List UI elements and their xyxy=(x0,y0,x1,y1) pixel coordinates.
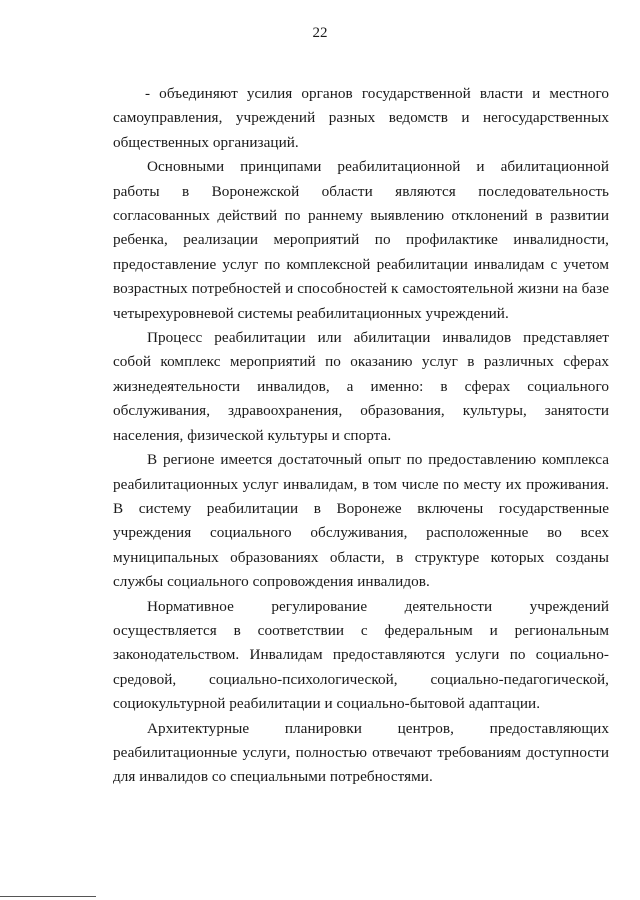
paragraph-principles: Основными принципами реабилитационной и абилитационной работы в Воронежской области являются последовательность согласованных действий по раннему выявлению отклонений в развитии ребенка, реализации мероприятий по профилактике инвалидности, предоставление услуг по комплексной реабилитации инвалидам с учетом возрастных потребностей и способностей к самостоятельной жизни на базе четырехуровневой системы реабилитационных учреждений. xyxy=(113,158,609,322)
paragraph-regulation: Нормативное регулирование деятельности учреждений осуществляется в соответствии с федеральным и региональным законодательством. Инвалидам предоставляются услуги по социально-средовой, социально-психологической, социально-педагогической, социокультурной реабилитации и социально-бытовой адаптации. xyxy=(113,597,609,713)
paragraph-regional-experience: В регионе имеется достаточный опыт по предоставлению комплекса реабилитационных услуг инвалидам, в том числе по месту их проживания. В систему реабилитации в Воронеже включены государственные учреждения социального обслуживания, расположенные во всех муниципальных образованиях области, в структуре которых созданы службы социального сопровождения инвалидов. xyxy=(113,451,609,591)
page-number: 22 xyxy=(312,25,328,41)
footer-rule xyxy=(0,896,96,897)
paragraph-architecture: Архитектурные планировки центров, предоставляющих реабилитационные услуги, полностью отвечают требованиям доступности для инвалидов со специальными потребностями. xyxy=(113,719,609,786)
paragraph-rehabilitation-process: Процесс реабилитации или абилитации инвалидов представляет собой комплекс мероприятий по оказанию услуг в различных сферах жизнедеятельности инвалидов, а именно: в сферах социального обслуживания, здравоохранения, образования, культуры, занятости населения, физической культуры и спорта. xyxy=(113,329,609,444)
paragraph-list-continuation: - объединяют усилия органов государственной власти и местного самоуправления, учреждений разных ведомств и негосударственных общественных организаций. xyxy=(113,85,609,151)
document-body xyxy=(113,82,609,790)
